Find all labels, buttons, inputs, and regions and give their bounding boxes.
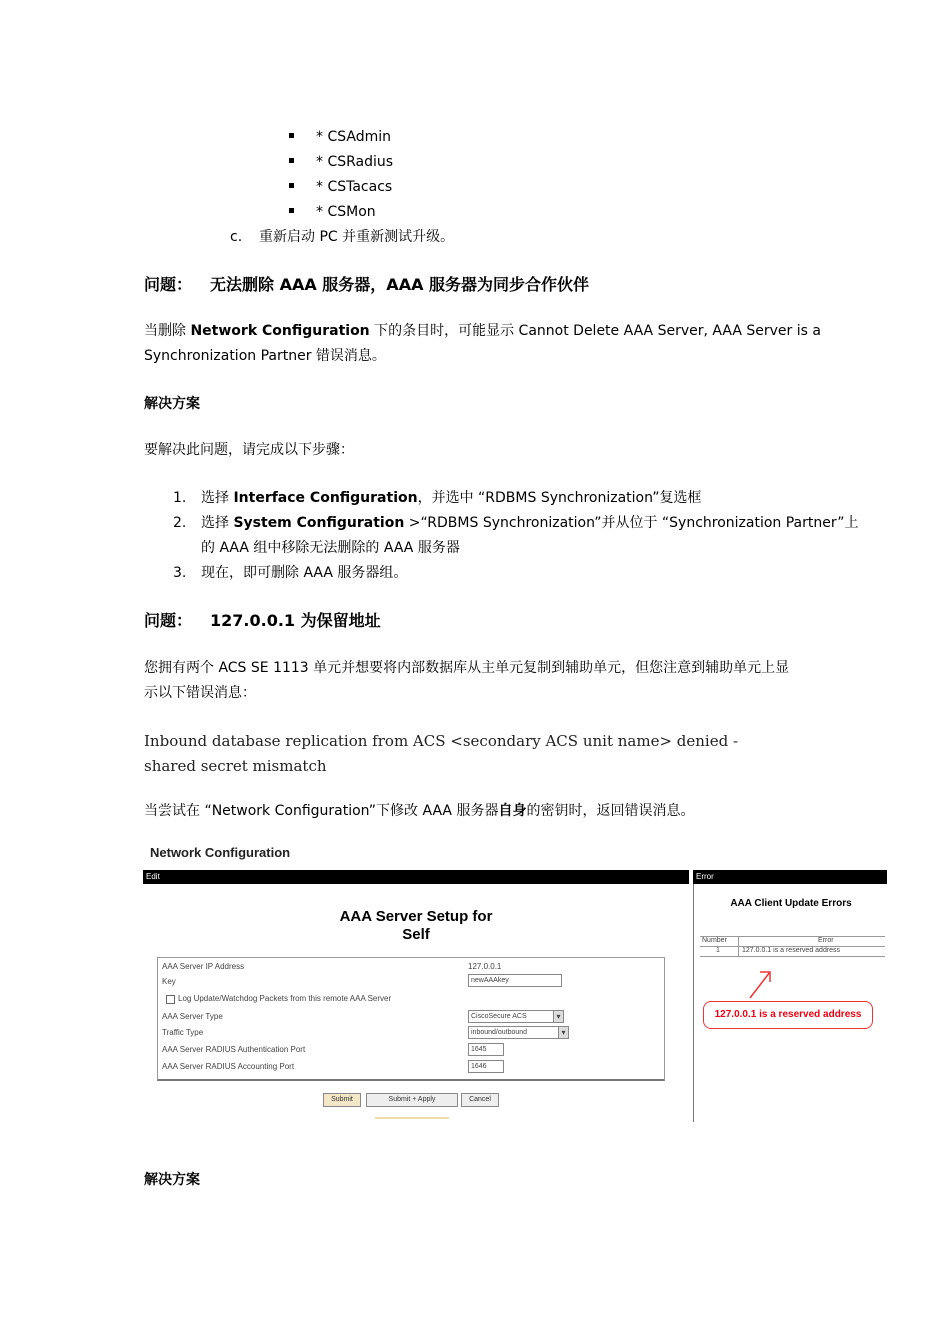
step-text: 重新启动 PC 并重新测试升级。	[259, 229, 455, 245]
submit-apply-button[interactable]: Submit + Apply	[366, 1093, 458, 1107]
paragraph	[144, 802, 694, 820]
emphasis: 自身	[498, 803, 527, 819]
col-number: Number	[702, 937, 727, 944]
text-run: 当删除	[144, 323, 191, 339]
text-run: ，并选中 “RDBMS Synchronization”复选框	[417, 490, 702, 506]
list-item: * CSMon	[316, 204, 376, 220]
heading-text: 127.0.0.1 为保留地址	[210, 611, 381, 630]
traffic-type-label: Traffic Type	[162, 1028, 204, 1037]
divider	[375, 1117, 449, 1119]
row-error: 127.0.0.1 is a reserved address	[742, 947, 841, 954]
column-divider	[738, 947, 739, 956]
edit-bar: Edit	[143, 870, 689, 884]
radius-acct-label: AAA Server RADIUS Accounting Port	[162, 1062, 295, 1071]
table-row	[700, 947, 885, 957]
submit-button[interactable]: Submit	[323, 1093, 361, 1107]
setup-form	[157, 957, 665, 1081]
server-type-select[interactable]: CiscoSecure ACS ▾	[468, 1010, 564, 1023]
paragraph-line: 示以下错误消息：	[144, 685, 256, 701]
step-marker: c.	[230, 229, 243, 245]
section-heading	[144, 275, 589, 295]
paragraph-line: Synchronization Partner 错误消息。	[144, 348, 386, 364]
error-bar: Error	[693, 870, 887, 884]
solution-heading: 解决方案	[144, 396, 200, 412]
section-heading	[144, 611, 381, 631]
reserved-address-callout: 127.0.0.1 is a reserved address	[703, 1001, 873, 1029]
ui-term: System Configuration	[233, 515, 405, 531]
screenshot-title: Network Configuration	[150, 845, 291, 860]
step-number: 2.	[173, 515, 187, 531]
step-text	[201, 489, 701, 507]
cancel-button[interactable]: Cancel	[461, 1093, 499, 1107]
setup-subtitle: Self	[402, 926, 430, 943]
paragraph: 要解决此问题，请完成以下步骤：	[144, 442, 354, 458]
step-text: 现在，即可删除 AAA 服务器组。	[201, 565, 408, 581]
bullet-icon	[289, 158, 294, 163]
key-input[interactable]: newAAAkey	[468, 974, 562, 987]
edit-pane	[143, 884, 689, 1122]
arrow-icon	[744, 966, 784, 1002]
radius-acct-input[interactable]: 1646	[468, 1060, 504, 1073]
solution-heading: 解决方案	[144, 1172, 200, 1188]
errors-title: AAA Client Update Errors	[730, 898, 852, 909]
bullet-icon	[289, 208, 294, 213]
bullet-icon	[289, 183, 294, 188]
radius-auth-label: AAA Server RADIUS Authentication Port	[162, 1045, 306, 1054]
ui-term: Network Configuration	[190, 323, 370, 339]
radius-auth-input[interactable]: 1645	[468, 1043, 504, 1056]
step-text-continued: 的 AAA 组中移除无法删除的 AAA 服务器	[201, 540, 460, 556]
bullet-icon	[289, 133, 294, 138]
paragraph	[144, 322, 821, 340]
col-error: Error	[818, 937, 834, 944]
step-number: 1.	[173, 490, 187, 506]
errors-header	[700, 936, 885, 947]
paragraph-line: 您拥有两个 ACS SE 1113 单元并想要将内部数据库从主单元复制到辅助单元，但您注意到辅助单元上显	[144, 660, 790, 676]
list-item: * CSTacacs	[316, 179, 393, 195]
heading-prefix: 问题：	[144, 275, 193, 294]
text-run: >“RDBMS Synchronization”并从位于 “Synchronization Partner”上	[404, 515, 859, 531]
text-run: 选择	[201, 515, 234, 531]
text-run: 的密钥时，返回错误消息。	[526, 803, 695, 819]
column-divider	[738, 937, 739, 946]
list-item: * CSAdmin	[316, 129, 391, 145]
ui-term: Interface Configuration	[233, 490, 418, 506]
text-run: 当尝试在 “Network Configuration”下修改 AAA 服务器	[144, 803, 499, 819]
log-checkbox[interactable]	[166, 995, 175, 1004]
step-text	[201, 514, 858, 532]
error-message-code: Inbound database replication from ACS <secondary ACS unit name> denied -	[144, 732, 739, 750]
heading-prefix: 问题：	[144, 611, 193, 630]
step-number: 3.	[173, 565, 187, 581]
traffic-type-select[interactable]: inbound/outbound ▾	[468, 1026, 569, 1039]
error-message-code: shared secret mismatch	[144, 757, 327, 775]
ip-label: AAA Server IP Address	[162, 962, 245, 971]
screenshot-network-configuration	[143, 841, 887, 1122]
log-label: Log Update/Watchdog Packets from this remote AAA Server	[178, 994, 392, 1003]
list-item: * CSRadius	[316, 154, 394, 170]
setup-title: AAA Server Setup for	[339, 908, 493, 925]
text-run: 下的条目时，可能显示 Cannot Delete AAA Server, AAA Server is a	[369, 323, 821, 339]
key-label: Key	[162, 977, 176, 986]
heading-text: 无法删除 AAA 服务器，AAA 服务器为同步合作伙伴	[210, 275, 590, 294]
ip-value: 127.0.0.1	[468, 962, 502, 971]
row-number: 1	[716, 947, 720, 954]
text-run: 选择	[201, 490, 234, 506]
server-type-label: AAA Server Type	[162, 1012, 223, 1021]
